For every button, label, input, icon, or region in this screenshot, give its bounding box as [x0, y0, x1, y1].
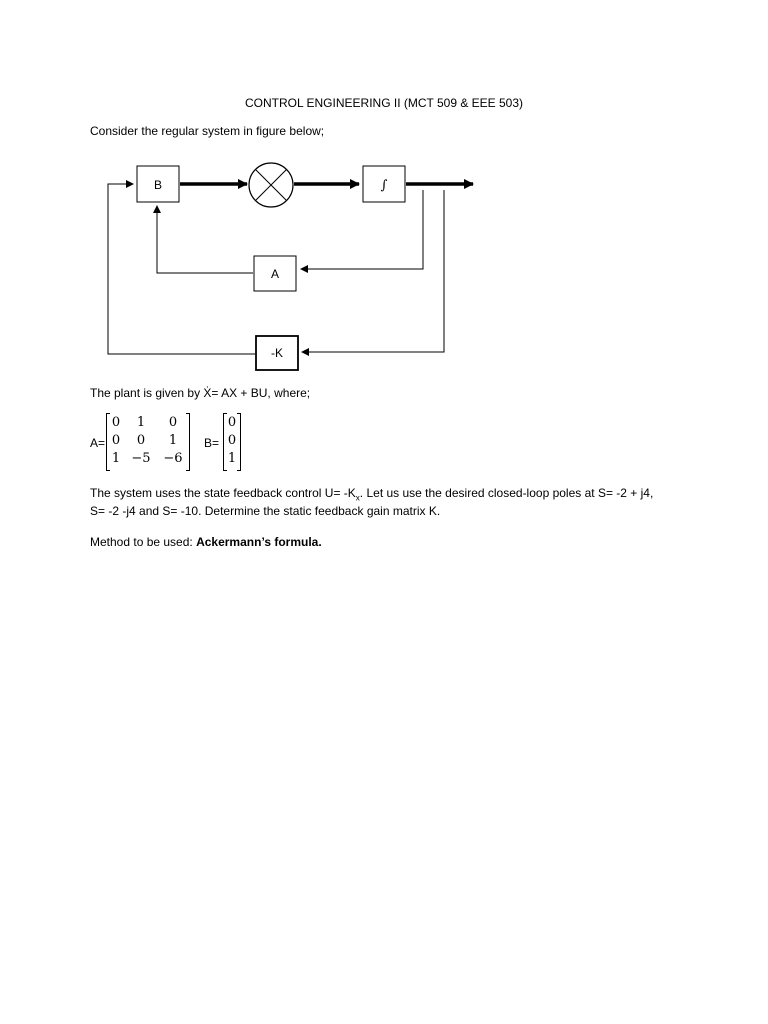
matrix-cell: 1 — [136, 415, 146, 430]
matrix-cell: −6 — [163, 451, 183, 466]
plant-text: The plant is given by Ẋ= AX + BU, where; — [90, 386, 311, 400]
block-diagram — [0, 0, 768, 380]
matrix-cell: −5 — [131, 451, 151, 466]
matrix-cell: 1 — [168, 433, 178, 448]
b-matrix-label: B= — [204, 436, 220, 450]
block-a-label: A — [270, 267, 280, 281]
matrix-cell: 0 — [136, 433, 146, 448]
integrator-label: ∫ — [380, 178, 388, 193]
block-k-label: -K — [271, 346, 283, 360]
matrix-cell: 0 — [227, 415, 237, 430]
b-matrix — [223, 414, 241, 470]
page-title: CONTROL ENGINEERING II (MCT 509 & EEE 503) — [244, 96, 524, 110]
matrix-row — [224, 414, 240, 432]
a-matrix — [106, 414, 190, 470]
matrix-row — [224, 432, 240, 450]
matrix-row — [107, 414, 189, 432]
matrix-cell: 0 — [227, 433, 237, 448]
matrix-row — [224, 450, 240, 468]
block-a — [254, 256, 296, 291]
subscript-x: x — [355, 493, 360, 503]
matrix-cell: 0 — [111, 415, 121, 430]
block-b — [137, 166, 179, 202]
matrix-cell: 1 — [227, 451, 237, 466]
summing-junction — [249, 163, 293, 207]
arrow-k-to-b — [108, 184, 255, 354]
matrix-row — [107, 432, 189, 450]
a-matrix-label: A= — [90, 436, 106, 450]
matrix-cell: 1 — [111, 451, 121, 466]
block-integrator — [363, 166, 405, 202]
arrow-a-to-b — [157, 206, 253, 273]
matrix-cell: 0 — [168, 415, 178, 430]
method-line — [90, 535, 322, 549]
method-name: Ackermann’s formula. — [196, 535, 322, 549]
matrix-cell: 0 — [111, 433, 121, 448]
block-b-label: B — [153, 178, 163, 192]
method-prefix: Method to be used: — [90, 535, 197, 549]
matrix-row — [107, 450, 189, 468]
block-k — [256, 336, 298, 370]
feedback-line-1: The system uses the state feedback control $U= -K_x$. Let us use the desired closed-loop poles at S= -2 + j4, — [90, 486, 654, 503]
intro-text: Consider the regular system in figure below; — [90, 124, 325, 138]
feedback-line-2: S= -2 -j4 and S= -10. Determine the static feedback gain matrix K. — [90, 504, 441, 518]
